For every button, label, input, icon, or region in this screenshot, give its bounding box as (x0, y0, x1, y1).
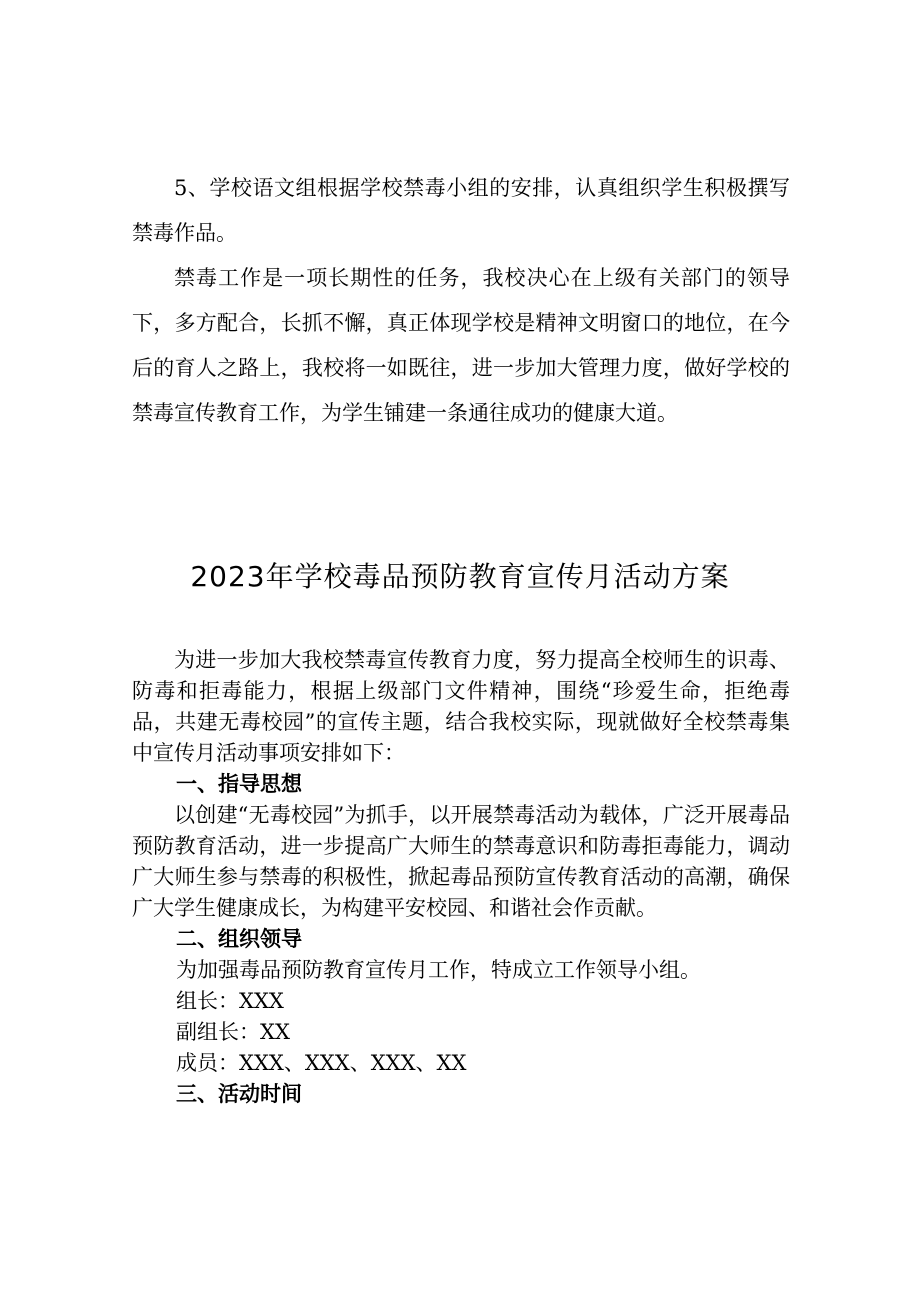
organization-line-deputy: 副组长：XX (176, 1020, 290, 1044)
plan-body (132, 645, 790, 1110)
organization-line-leader: 组长：XXX (176, 989, 284, 1013)
document-title: 2023年学校毒品预防教育宣传月活动方案 (190, 560, 730, 593)
section-heading-activity-time: 三、活动时间 (176, 1082, 302, 1106)
organization-line-group: 为加强毒品预防教育宣传月工作，特成立工作领导小组。 (176, 958, 701, 982)
section-heading-organization: 二、组织领导 (176, 927, 302, 951)
intro-paragraph: 为进一步加大我校禁毒宣传教育力度，努力提高全校师生的识毒、防毒和拒毒能力，根据上级部门文件精神，围绕“珍爱生命，拒绝毒品，共建无毒校园”的宣传主题，结合我校实际，现就做好全校禁毒集中宣传月活动事项安排如下： (132, 648, 790, 765)
paragraph-writing-works: 5、学校语文组根据学校禁毒小组的安排，认真组织学生积极撰写禁毒作品。 (132, 176, 790, 245)
paragraph-long-term-task: 禁毒工作是一项长期性的任务，我校决心在上级有关部门的领导下，多方配合，长抓不懈，真正体现学校是精神文明窗口的地位，在今后的育人之路上，我校将一如既往，进一步加大管理力度，做好学校的禁毒宣传教育工作，为学生铺建一条通往成功的健康大道。 (132, 266, 790, 425)
section-heading-guiding-ideology: 一、指导思想 (176, 772, 302, 796)
organization-line-members: 成员：XXX、XXX、XXX、XX (176, 1051, 467, 1075)
guiding-ideology-paragraph: 以创建“无毒校园”为抓手，以开展禁毒活动为载体，广泛开展毒品预防教育活动，进一步提高广大师生的禁毒意识和防毒拒毒能力，调动广大师生参与禁毒的积极性，掀起毒品预防宣传教育活动的高潮，确保广大学生健康成长，为构建平安校园、和谐社会作贡献。 (132, 803, 790, 920)
